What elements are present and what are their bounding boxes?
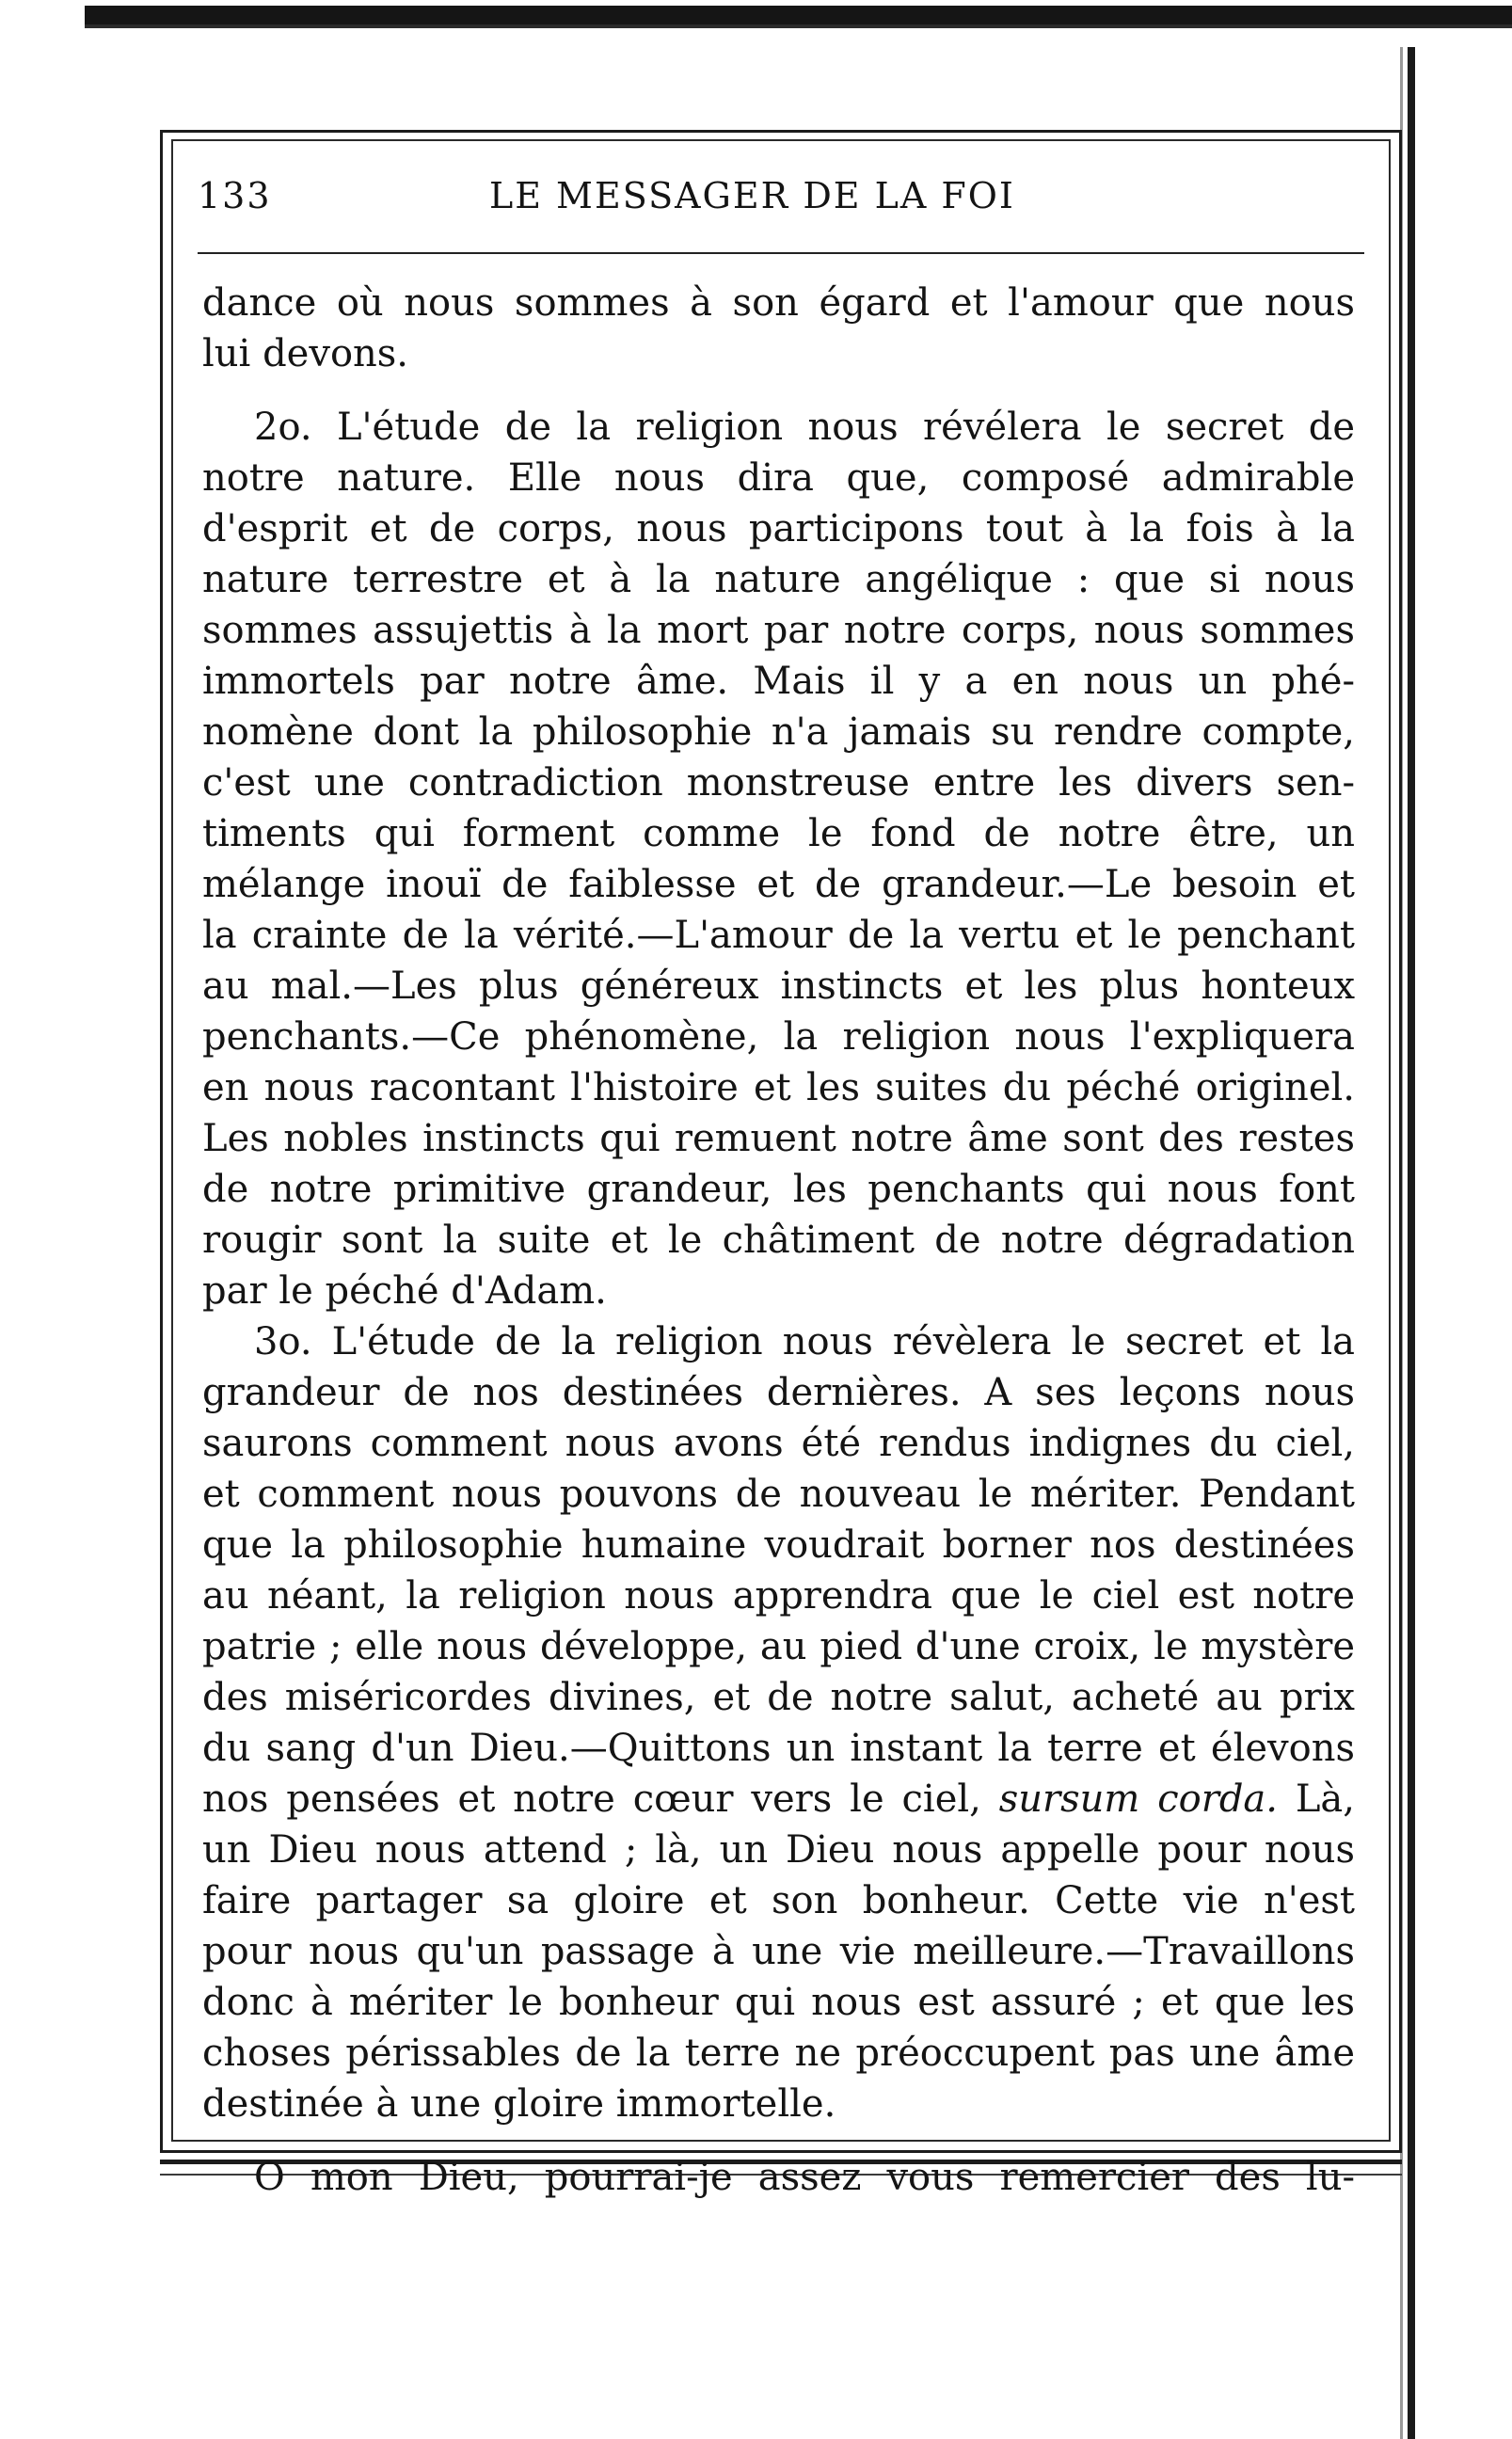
paragraph-4: [202, 2152, 1355, 2203]
paragraph-3: [202, 1316, 1355, 2129]
text-line: lui devons.: [202, 332, 409, 375]
text-line: immortels par notre âme. Mais il y a en nous un phé-: [202, 660, 1355, 703]
text-line: pour nous qu'un passage à une vie meilleure.—Travaillons: [202, 1930, 1355, 1973]
text-line: dance où nous sommes à son égard et l'amour que nous: [202, 281, 1355, 325]
text-line: saurons comment nous avons été rendus indignes du ciel,: [202, 1422, 1355, 1465]
text-line: la crainte de la vérité.—L'amour de la vertu et le penchant: [202, 914, 1355, 957]
paragraph-1: [202, 278, 1355, 379]
text-fragment: nos pensées et notre cœur vers le ciel,: [202, 1777, 981, 1821]
text-line: nomène dont la philosophie n'a jamais su rendre compte,: [202, 710, 1355, 754]
text-line-sursum-corda: [202, 1774, 1355, 1825]
text-line: des miséricordes divines, et de notre salut, acheté au prix: [202, 1676, 1355, 1719]
header-rule: [198, 252, 1364, 254]
text-line: faire partager sa gloire et son bonheur. Cette vie n'est: [202, 1879, 1355, 1922]
text-line: 2o. L'étude de la religion nous révélera le secret de: [254, 406, 1355, 449]
text-line: O mon Dieu, pourrai-je assez vous remercier des lu-: [254, 2156, 1355, 2199]
text-line: que la philosophie humaine voudrait borner nos destinées: [202, 1523, 1355, 1567]
text-line: sommes assujettis à la mort par notre corps, nous sommes: [202, 609, 1355, 652]
text-line: un Dieu nous attend ; là, un Dieu nous appelle pour nous: [202, 1828, 1355, 1872]
text-line: par le péché d'Adam.: [202, 1269, 607, 1313]
text-line: et comment nous pouvons de nouveau le mériter. Pendant: [202, 1473, 1355, 1516]
latin-phrase: sursum corda.: [998, 1777, 1278, 1821]
text-line: en nous racontant l'histoire et les suites du péché originel.: [202, 1066, 1355, 1109]
text-line: d'esprit et de corps, nous participons tout à la fois à la: [202, 507, 1355, 550]
text-line: donc à mériter le bonheur qui nous est assuré ; et que les: [202, 1981, 1355, 2024]
text-line: timents qui forment comme le fond de notre être, un: [202, 812, 1355, 855]
text-line: patrie ; elle nous développe, au pied d'une croix, le mystère: [202, 1625, 1355, 1668]
page-header: [198, 167, 1364, 224]
text-line: au mal.—Les plus généreux instincts et les plus honteux: [202, 964, 1355, 1008]
text-line: penchants.—Ce phénomène, la religion nous l'expliquera: [202, 1015, 1355, 1059]
text-fragment: Là,: [1295, 1777, 1355, 1821]
text-line: choses périssables de la terre ne préoccupent pas une âme: [202, 2032, 1355, 2075]
paragraph-2: [202, 402, 1355, 1316]
text-line: 3o. L'étude de la religion nous révèlera le secret et la: [254, 1320, 1355, 1363]
scan-top-border: [85, 6, 1512, 24]
text-line: grandeur de nos destinées dernières. A ses leçons nous: [202, 1371, 1355, 1414]
body-text: [202, 278, 1355, 2203]
scan-top-border-shadow: [85, 24, 1512, 28]
scan-right-border: [1408, 47, 1415, 2439]
text-line: Les nobles instincts qui remuent notre âme sont des restes: [202, 1117, 1355, 1160]
text-line: destinée à une gloire immortelle.: [202, 2082, 836, 2126]
text-line: de notre primitive grandeur, les penchants qui nous font: [202, 1168, 1355, 1211]
text-line: au néant, la religion nous apprendra que le ciel est notre: [202, 1574, 1355, 1618]
text-line: rougir sont la suite et le châtiment de notre dégradation: [202, 1219, 1355, 1262]
page-number: 133: [198, 175, 272, 216]
text-line: du sang d'un Dieu.—Quittons un instant la terre et élevons: [202, 1727, 1355, 1770]
text-line: mélange inouï de faiblesse et de grandeur.—Le besoin et: [202, 863, 1355, 906]
running-title: LE MESSAGER DE LA FOI: [489, 175, 1015, 216]
text-line: notre nature. Elle nous dira que, composé admirable: [202, 456, 1355, 500]
text-line: c'est une contradiction monstreuse entre les divers sen-: [202, 761, 1355, 805]
text-line: nature terrestre et à la nature angélique : que si nous: [202, 558, 1355, 601]
